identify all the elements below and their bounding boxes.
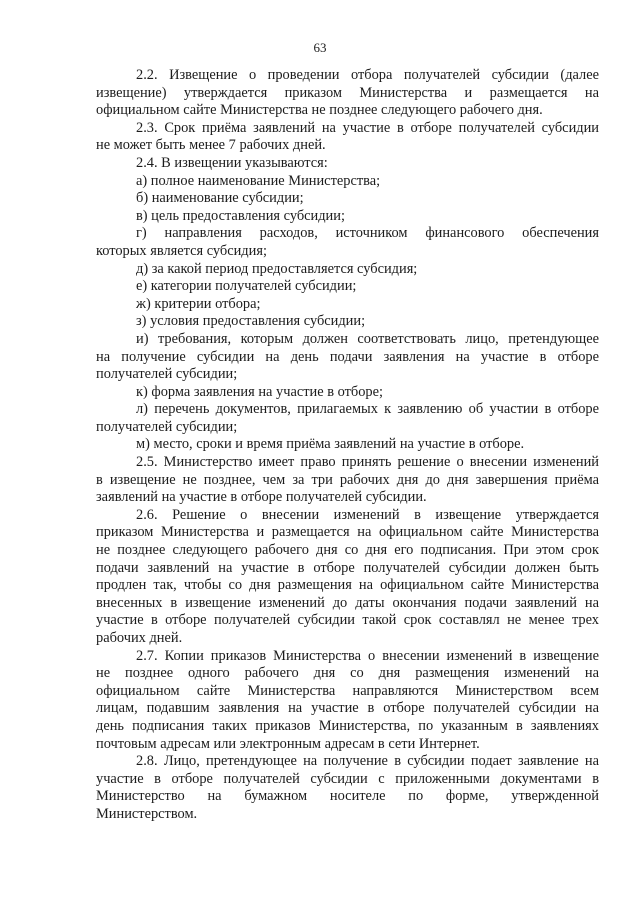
- text-line: з) условия предоставления субсидии;: [136, 313, 366, 330]
- page-number: 63: [313, 40, 327, 55]
- paragraph: [96, 173, 599, 191]
- text-line: в извещение не позднее, чем за три рабочих дня до дня завершения приёма: [96, 471, 599, 488]
- text-line: не позднее одного рабочего дня со дня размещения изменений на: [96, 665, 599, 682]
- text-line: извещение) утверждается приказом Министерства и размещается на: [96, 84, 599, 101]
- paragraph: [96, 331, 599, 384]
- paragraph: [96, 296, 599, 314]
- text-line: 2.8. Лицо, претендующее на получение в субсидии подает заявление на: [136, 753, 599, 770]
- text-line: 2.2. Извещение о проведении отбора получателей субсидии (далее: [136, 67, 599, 83]
- text-line: к) форма заявления на участие в отборе;: [136, 383, 384, 400]
- text-line: д) за какой период предоставляется субсидия;: [136, 260, 418, 277]
- paragraph: [96, 261, 599, 279]
- paragraph: [96, 278, 599, 296]
- paragraph: [96, 454, 599, 507]
- document-body: [96, 67, 599, 824]
- text-line: 2.6. Решение о внесении изменений в извещение утверждается: [136, 506, 599, 523]
- text-line: почтовым адресам или электронным адресам в сети Интернет.: [96, 735, 480, 752]
- text-line: 2.3. Срок приёма заявлений на участие в отборе получателей субсидии: [136, 119, 599, 136]
- text-line: Министерство на бумажном носителе по форме, утвержденной: [96, 788, 599, 805]
- text-line: лицам, подавшим заявления на участие в отборе получателей субсидии на: [96, 700, 599, 717]
- paragraph: [96, 753, 599, 823]
- text-line: не позднее следующего рабочего дня со дня его подписания. При этом срок: [96, 542, 599, 559]
- paragraph: [96, 208, 599, 226]
- text-line: 2.5. Министерство имеет право принять решение о внесении изменений: [136, 454, 599, 471]
- text-line: л) перечень документов, прилагаемых к заявлению об участии в отборе: [136, 401, 599, 418]
- paragraph: [96, 67, 599, 120]
- text-line: официальном сайте Министерства не позднее следующего рабочего дня.: [96, 102, 543, 119]
- text-line: и) требования, которым должен соответствовать лицо, претендующее: [136, 330, 599, 347]
- paragraph: [96, 120, 599, 155]
- text-line: получателей субсидии;: [96, 418, 238, 435]
- text-line: Министерством.: [96, 805, 198, 822]
- text-line: не может быть менее 7 рабочих дней.: [96, 137, 326, 154]
- text-line: м) место, сроки и время приёма заявлений на участие в отборе.: [136, 436, 525, 453]
- paragraph: [96, 155, 599, 173]
- text-line: ж) критерии отбора;: [136, 295, 261, 312]
- paragraph: [96, 384, 599, 402]
- text-line: участие в отборе получателей субсидии такой срок составлял не менее трех: [96, 612, 599, 629]
- paragraph: [96, 436, 599, 454]
- text-line: подачи заявлений на участие в отборе получателей субсидии должен быть: [96, 559, 599, 576]
- text-line: внесенных в извещение изменений до даты окончания подачи заявлений на: [96, 594, 599, 611]
- text-line: участие в отборе получателей субсидии с приложенными документами в: [96, 770, 599, 787]
- text-line: а) полное наименование Министерства;: [136, 172, 381, 189]
- text-line: заявлений на участие в отборе получателей субсидии.: [96, 489, 427, 506]
- text-line: на получение субсидии на день подачи заявления на участие в отборе: [96, 348, 599, 365]
- text-line: день подписания таких приказов Министерства, по указанным в заявлениях: [96, 717, 599, 734]
- paragraph: [96, 507, 599, 648]
- text-line: б) наименование субсидии;: [136, 190, 304, 207]
- text-line: которых является субсидия;: [96, 242, 267, 259]
- text-line: в) цель предоставления субсидии;: [136, 207, 345, 224]
- paragraph: [96, 313, 599, 331]
- text-line: рабочих дней.: [96, 630, 183, 646]
- text-line: продлен так, чтобы со дня размещения на официальном сайте Министерства: [96, 577, 599, 594]
- paragraph: [96, 225, 599, 260]
- text-line: получателей субсидии;: [96, 366, 238, 383]
- paragraph: [96, 648, 599, 754]
- text-line: официальном сайте Министерства направляются Министерством всем: [96, 682, 599, 699]
- text-line: е) категории получателей субсидии;: [136, 278, 357, 295]
- text-line: 2.4. В извещении указываются:: [136, 154, 328, 171]
- text-line: приказом Министерства и размещается на официальном сайте Министерства: [96, 524, 599, 541]
- paragraph: [96, 401, 599, 436]
- text-line: 2.7. Копии приказов Министерства о внесении изменений в извещение: [136, 647, 599, 664]
- text-line: г) направления расходов, источником финансового обеспечения: [136, 225, 599, 242]
- paragraph: [96, 190, 599, 208]
